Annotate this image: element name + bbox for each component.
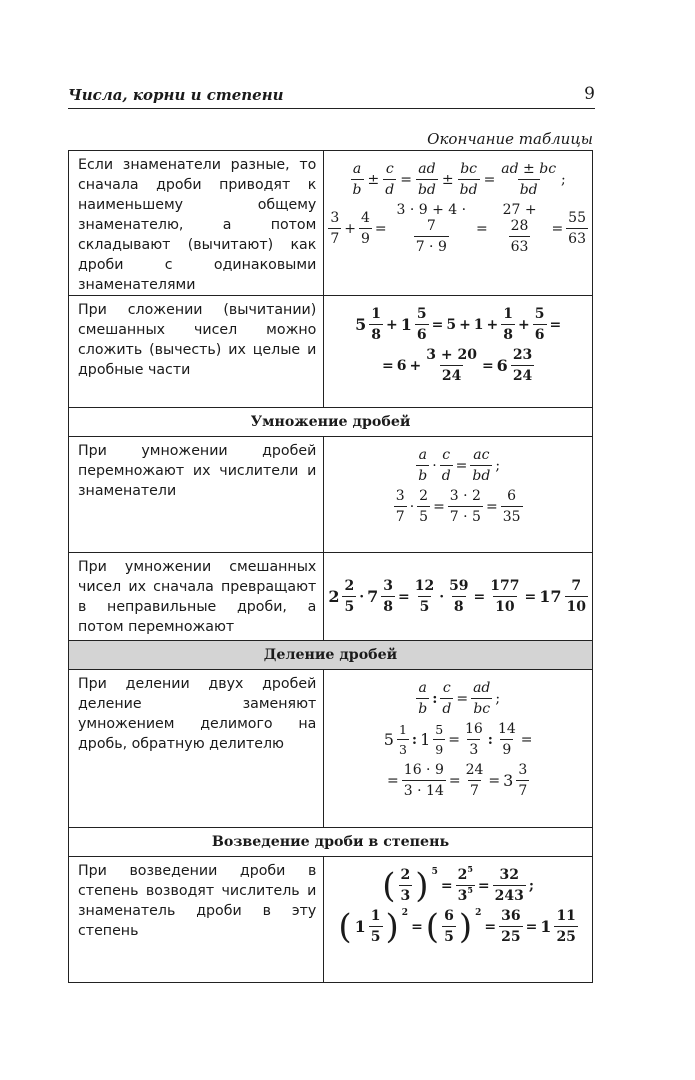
table-row [69, 553, 593, 641]
example-cell [324, 670, 593, 828]
table-row [69, 151, 593, 296]
formula-mixed-add: 5 $\frac{1}{8}$ + 1 $\frac{5}{6}$ = 5 + 1 + $\frac{1}{8}$ + $\frac{5}{6}$ = [355, 306, 562, 343]
section-row [69, 408, 593, 437]
formula-add-general: $\frac{a}{b}$ ± $\frac{c}{d}$ = $\frac{ad}{bd}$ ± $\frac{bc}{bd}$ = $\frac{ad \pm bc}{bd}$ ; [352, 161, 566, 198]
table-row [69, 670, 593, 828]
fractions-rules-table [68, 150, 593, 983]
section-title-multiplication: Умножение дробей [69, 408, 593, 437]
formula-power-2: ( 1 $\frac{1}{5}$ ) 2 = ( $\frac{6}{5}$ ) 2 = $\frac{36}{25}$ = 1 $\frac{11}{25}$ [338, 906, 576, 947]
example-cell [324, 857, 593, 983]
formula-div-result: = $\frac{16 \cdot 9}{3 \cdot 14}$ = $\frac{24}{7}$ = 3 $\frac{3}{7}$ [387, 762, 528, 799]
rule-text: При сложении (вычитании) смешанных чисел можно сложить (вычесть) их целые и дробные части [69, 296, 324, 408]
example-cell [324, 296, 593, 408]
section-title-power: Возведение дроби в степень [69, 828, 593, 857]
example-cell [324, 151, 593, 296]
table-row [69, 857, 593, 983]
rule-text: При делении двух дробей деление заменяют умножением делимого на дробь, обратную делителю [69, 670, 324, 828]
formula-mult-example: $\frac{3}{7}$ · $\frac{2}{5}$ = $\frac{3 \cdot 2}{7 \cdot 5}$ = $\frac{6}{35}$ [395, 488, 521, 525]
formula-add-example: $\frac{3}{7}$ + $\frac{4}{9}$ = $\frac{3 \cdot 9 + 4 \cdot 7}{7 \cdot 9}$ = $\frac{27 + 28}{63}$ = $\frac{55}{63}$ [330, 202, 586, 255]
table-row [69, 437, 593, 553]
table-continuation-label: Окончание таблицы [427, 130, 593, 148]
section-row [69, 828, 593, 857]
running-head: Числа, корни и степени [68, 86, 284, 104]
formula-mixed-mult: 2 $\frac{2}{5}$ · 7 $\frac{3}{8}$ = $\frac{12}{5}$ · $\frac{59}{8}$ = $\frac{177}{10}$ = 17 $\frac{7}{10}$ [328, 578, 586, 615]
example-cell [324, 553, 593, 641]
rule-text: При возведении дроби в степень возводят числитель и знаменатель дроби в эту степень [69, 857, 324, 983]
formula-div-general: $\frac{a}{b}$ : $\frac{c}{d}$ = $\frac{ad}{bc}$ ; [418, 680, 501, 717]
formula-mixed-add-result: = 6 + $\frac{3 + 20}{24}$ = 6 $\frac{23}{24}$ [382, 347, 533, 384]
formula-div-example: 5 $\frac{1}{3}$ : 1 $\frac{5}{9}$ = $\frac{16}{3}$ : $\frac{14}{9}$ = [383, 721, 533, 758]
rule-text: При умножении дробей перемножают их числители и знаменатели [69, 437, 324, 553]
rule-text: При умножении смешанных чисел их сначала превращают в неправильные дроби, а потом перемножают [69, 553, 324, 641]
section-row [69, 641, 593, 670]
section-title-division: Деление дробей [69, 641, 593, 670]
formula-mult-general: $\frac{a}{b}$ · $\frac{c}{d}$ = $\frac{ac}{bd}$ ; [418, 447, 501, 484]
example-cell [324, 437, 593, 553]
rule-text: Если знаменатели разные, то сначала дроби приводят к наименьшему общему знаменателю, а потом складывают (вычитают) как дроби с одинаковыми знаменателями [69, 151, 324, 296]
page-header [68, 86, 595, 109]
page-number: 9 [584, 84, 595, 104]
table-row [69, 296, 593, 408]
formula-power-1: ( $\frac{2}{3}$ ) 5 = $\frac{2^5}{3^5}$ = $\frac{32}{243}$ ; [382, 864, 535, 906]
